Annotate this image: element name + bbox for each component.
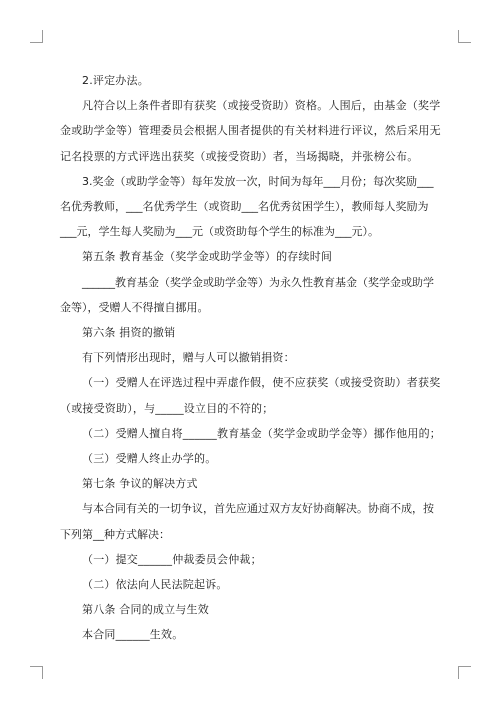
paragraph-award-amounts: 3.奖金（或助学金等）每年发放一次，时间为每年___月份；每次奖励___名优秀教师，___名优秀学生（或资助___名优秀贫困学生），教师每人奖励为___元，学生每人奖励为___元（或资助每个学生的标准为___元）。 — [60, 174, 434, 239]
crop-mark-top-right — [458, 30, 471, 43]
paragraph-arbitration: （一）提交______仲裁委员会仲裁； — [82, 552, 262, 566]
paragraph-revocation-2: （二）受赠人擅自将______教育基金（奖学金或助学金等）挪作他用的； — [82, 426, 441, 440]
heading-article-7: 第七条 争议的解决方式 — [82, 477, 198, 491]
paragraph-dispute-resolution: 与本合同有关的一切争议，首先应通过双方友好协商解决。协商不成，按下列第__种方式解决： — [60, 502, 434, 541]
paragraph-fund-duration: ______教育基金（奖学金或助学金等）为永久性教育基金（奖学金或助学金等），受赠人不得擅自挪用。 — [60, 275, 434, 314]
heading-article-6: 第六条 捐资的撤销 — [82, 326, 176, 340]
paragraph-evaluation-method: 2.评定办法。 — [82, 74, 149, 87]
paragraph-eligibility: 凡符合以上条件者即有获奖（或接受资助）资格。人围后，由基金（奖学金或助学金等）管理委员会根据人围者提供的有关材料进行评议，然后采用无记名投票的方式评选出获奖（或接受资助）者，当场揭晓，并张榜公布。 — [60, 99, 441, 163]
paragraph-effectiveness: 本合同______生效。 — [82, 628, 184, 642]
paragraph-revocation-1: （一）受赠人在评选过程中弄虚作假，使不应获奖（或接受资助）者获奖（或接受资助），与_____设立目的不符的； — [60, 376, 441, 415]
heading-article-5: 第五条 教育基金（奖学金或助学金等）的存续时间 — [82, 250, 333, 264]
crop-mark-bottom-left — [30, 666, 43, 679]
crop-mark-top-left — [30, 30, 43, 43]
paragraph-revocation-intro: 有下列情形出现时，赠与人可以撤销捐资： — [82, 351, 295, 365]
paragraph-revocation-3: （三）受赠人终止办学的。 — [82, 452, 217, 466]
crop-mark-bottom-right — [458, 666, 471, 679]
paragraph-litigation: （二）依法向人民法院起诉。 — [82, 578, 228, 592]
document-body — [60, 68, 444, 648]
heading-article-8: 第八条 合同的成立与生效 — [82, 603, 209, 617]
